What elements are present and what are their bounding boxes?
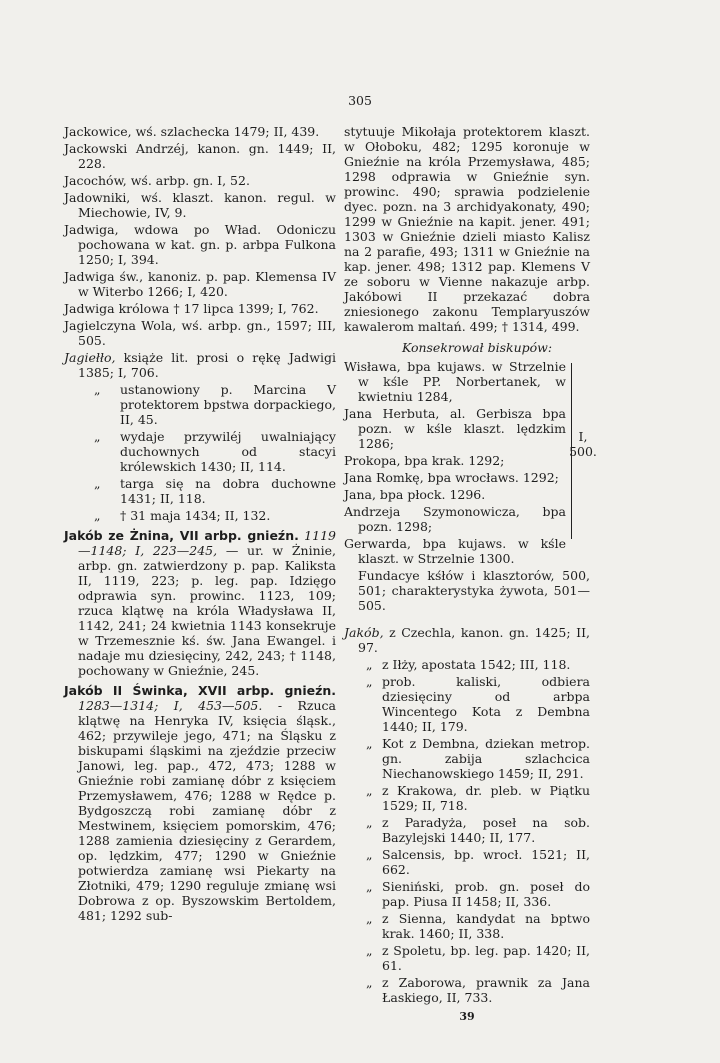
sub-entry: „ z Zaborowa, prawnik za Jana Łaskiego, II, 733. [366, 975, 590, 1005]
entry-years: 1283—1314; I, 453—505. [78, 698, 263, 713]
bishop-entry: Jana, bpa płock. 1296. [344, 487, 486, 502]
sub-entry: „ z Paradyża, poseł na sob. Bazylejski 1440; II, 177. [366, 815, 590, 845]
sub-entry: „ z Sienna, kandydat na bptwo krak. 1460; II, 338. [366, 911, 590, 941]
index-entry-jakob-swinka [64, 683, 336, 923]
bishop-entry: Andrzeja Szymonowicza, bpa pozn. 1298; [344, 504, 566, 534]
bishops-group [344, 359, 597, 566]
page-number: 305 [348, 93, 372, 108]
signature-mark: 39 [459, 1010, 475, 1023]
index-entry-jagiello [64, 350, 336, 380]
index-entry: Jadwiga św., kanoniz. p. pap. Klemensa IV w Witerbo 1266; I, 420. [64, 269, 336, 299]
entry-text: — ur. w Żninie, arbp. gn. zatwierdzony p. pap. Kaliksta II, 1119, 223; p. leg. pap. Idzięgo odprawia syn. prowinc. 1123, 109; rzuca klątwę na króla Władysława II, 1142, 241; 24 kwietnia 1143 konsekruje w Trzemesznie kś. św. Jana Ewangel. i nadaje mu dziesięciny, 242, 243; † 1148, pochowany w Gnieźnie, 245. [78, 543, 336, 678]
sub-entry: „ z Iłży, apostata 1542; III, 118. [366, 657, 571, 672]
section-heading: Konsekrował biskupów: [401, 340, 553, 355]
index-entry: Jackowski Andrzéj, kanon. gn. 1449; II, 228. [64, 141, 336, 171]
continuation-text: stytuuje Mikołaja protektorem klaszt. w Ołoboku, 482; 1295 koronuje w Gnieźnie na króla Przemysława, 485; 1298 odprawia w Gnieźnie syn. prowinc. 490; sprawia podzielenie dyec. pozn. na 3 archidyakonaty, 490; 1299 w Gnieźnie na kapit. jener. 491; 1303 w Gnieźnie dzieli miasto Kalisz na 2 parafie, 493; 1311 w Gnieźnie na kap. jener. 498; 1312 pap. Klemens V ze soboru w Vienne nakazuje arbp. Jakóbowi II przekazać dobra zniesionego zakonu Templaryuszów kawalerom maltań. 499; † 1314, 499. [344, 124, 590, 334]
left-column [64, 124, 336, 925]
index-entry: Jagielczyna Wola, wś. arbp. gn., 1597; III, 505. [64, 318, 336, 348]
index-entry: Jadwiga królowa † 17 lipca 1399; I, 762. [64, 301, 319, 316]
bishop-entry: Wisława, bpa kujaws. w Strzelnie w kśle PP. Norbertanek, w kwietniu 1284, [344, 359, 566, 404]
sub-entry: „ ustanowiony p. Marcina V protektorem bpstwa dorpackiego, II, 45. [94, 382, 336, 427]
sub-entry: „ Salcensis, bp. wrocł. 1521; II, 662. [366, 847, 590, 877]
bishop-entry: Prokopa, bpa krak. 1292; [344, 453, 505, 468]
sub-entry: „ z Spoletu, bp. leg. pap. 1420; II, 61. [366, 943, 590, 973]
index-entry-jakob-znina [64, 528, 336, 678]
entry-head: Jagiełło, [64, 350, 116, 365]
right-column [344, 124, 597, 1024]
sub-entry: „ wydaje przywiléj uwalniający duchownych od stacyi królewskich 1430; II, 114. [94, 429, 336, 474]
index-entry: Jackowice, wś. szlachecka 1479; II, 439. [64, 124, 320, 139]
entry-head: Jakób II Świnka, XVII arbp. gnieźn. [64, 683, 336, 698]
sub-entry: „ † 31 maja 1434; II, 132. [94, 508, 271, 523]
brace-label: I, 500. [569, 429, 597, 459]
index-entry-jakob-czechla [344, 625, 590, 655]
entry-years: 1119—1148; I, 223—245, [78, 528, 336, 558]
sub-entry: „ prob. kaliski, odbiera dziesięciny od arbpa Wincentego Kota z Dembna 1440; II, 179. [366, 674, 590, 734]
index-entry: Jadowniki, wś. klaszt. kanon. regul. w Miechowie, IV, 9. [64, 190, 336, 220]
entry-text: książe lit. prosi o rękę Jadwigi 1385; I, 706. [78, 350, 336, 380]
bishop-entry: Jana Romkę, bpa wrocławs. 1292; [344, 470, 559, 485]
sub-entry: „ targa się na dobra duchowne 1431; II, 118. [94, 476, 336, 506]
bishop-entry: Jana Herbuta, al. Gerbisza bpa pozn. w kśle klaszt. lędzkim 1286; [344, 406, 566, 451]
sub-entry: „ Kot z Dembna, dziekan metrop. gn. zabija szlachcica Niechanowskiego 1459; II, 291. [366, 736, 590, 781]
entry-text: - Rzuca klątwę na Henryka IV, księcia śląsk., 462; przywileje jego, 471; na Śląsku z biskupami śląskimi na zjeździe przeciw Janowi, leg. pap., 472, 473; 1288 w Gnieźnie robi zamianę dóbr z księciem Przemysławem, 476; 1288 w Rędce p. Bydgoszczą robi zamianę dóbr z Mestwinem, księciem pomorskim, 476; 1288 zamienia dziesięciny z Gerardem, op. lędzkim, 477; 1290 w Gnieźnie potwierdza zamianę wsi Piekarty na Złotniki, 479; 1290 reguluje zmianę wsi Dobrowa z op. Byszowskim Bertoldem, 481; 1292 sub- [78, 698, 337, 923]
sub-entry: „ Sieniński, prob. gn. poseł do pap. Piusa II 1458; II, 336. [366, 879, 590, 909]
entry-head: Jakób ze Żnina, VII arbp. gnieźn. [64, 528, 299, 543]
index-entry: Jacochów, wś. arbp. gn. I, 52. [64, 173, 250, 188]
fundacye-entry: Fundacye kśłów i klasztorów, 500, 501; charakterystyka żywota, 501—505. [358, 568, 590, 613]
entry-head: Jakób, [344, 625, 384, 640]
sub-entry: „ z Krakowa, dr. pleb. w Piątku 1529; II, 718. [366, 783, 590, 813]
index-entry: Jadwiga, wdowa po Wład. Odoniczu pochowana w kat. gn. p. arbpa Fulkona 1250; I, 394. [64, 222, 336, 267]
bishop-entry: Gerwarda, bpa kujaws. w kśle klaszt. w Strzelnie 1300. [344, 536, 566, 566]
entry-text: z Czechla, kanon. gn. 1425; II, 97. [358, 625, 590, 655]
